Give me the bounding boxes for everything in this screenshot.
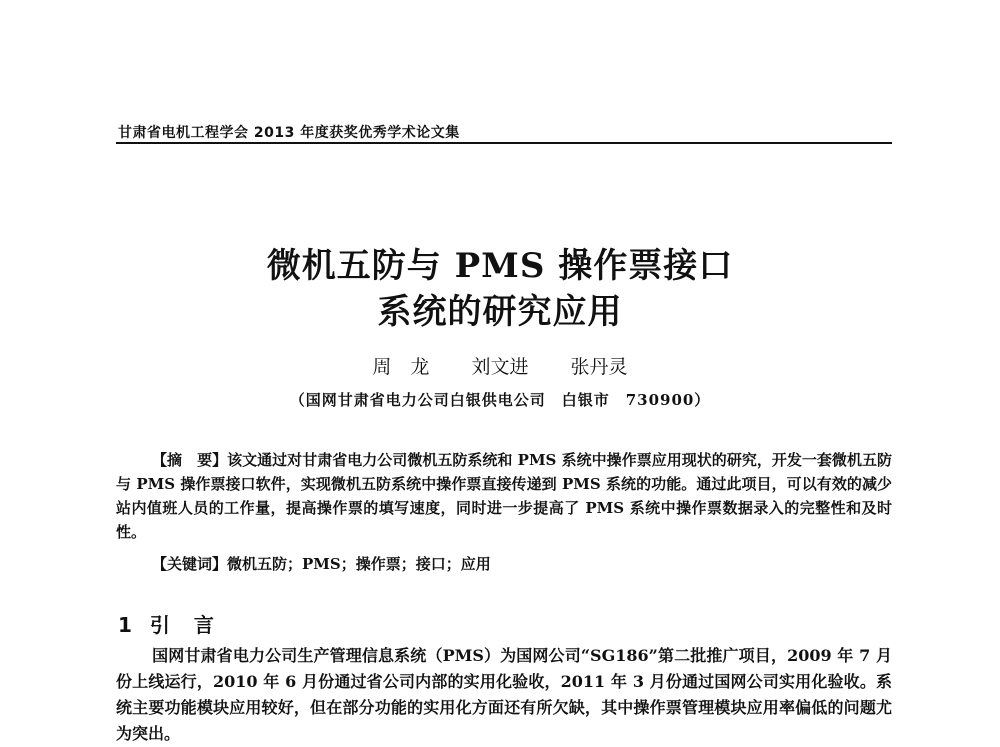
section-heading bbox=[118, 609, 216, 638]
keywords bbox=[152, 553, 892, 574]
section-number: 1 bbox=[118, 613, 134, 637]
paper-title-line-1: 微机五防与 PMS 操作票接口 bbox=[266, 246, 734, 286]
abstract-label: 【摘 要】 bbox=[152, 451, 228, 469]
author-name: 刘文进 bbox=[471, 356, 529, 378]
paragraph-text: 国网甘肃省电力公司生产管理信息系统（PMS）为国网公司“SG186”第二批推广项目，2009 年 7 月份上线运行，2010 年 6 月份通过省公司内部的实用化验收，2011 年 3 月份通过国网公司实用化验收。系统主要功能模块应用较好，但在部分功能的实用化方面还有所欠缺，其中操作票管理模块应用率偏低的问题尤为突出。 bbox=[116, 646, 892, 743]
author-list bbox=[0, 352, 1000, 379]
abstract bbox=[116, 448, 892, 544]
author-name: 张丹灵 bbox=[570, 356, 628, 378]
keywords-text: 微机五防；PMS；操作票；接口；应用 bbox=[227, 555, 491, 573]
author-name: 周 龙 bbox=[372, 356, 430, 378]
body-paragraph bbox=[116, 643, 892, 747]
abstract-text: 该文通过对甘肃省电力公司微机五防系统和 PMS 系统中操作票应用现状的研究，开发一套微机五防与 PMS 操作票接口软件，实现微机五防系统中操作票直接传递到 PMS 系统的功能。通过此项目，可以有效的减少站内值班人员的工作量，提高操作票的填写速度，同时进一步提高了 PMS 系统中操作票数据录入的完整性和及时性。 bbox=[116, 451, 892, 541]
paper-title-line-2: 系统的研究应用 bbox=[377, 292, 623, 332]
section-title: 引 言 bbox=[149, 613, 216, 637]
running-head: 甘肃省电机工程学会 2013 年度获奖优秀学术论文集 bbox=[118, 125, 460, 141]
header-rule bbox=[116, 142, 892, 144]
keywords-label: 【关键词】 bbox=[152, 555, 228, 573]
affiliation: （国网甘肃省电力公司白银供电公司 白银市 730900） bbox=[289, 391, 711, 409]
